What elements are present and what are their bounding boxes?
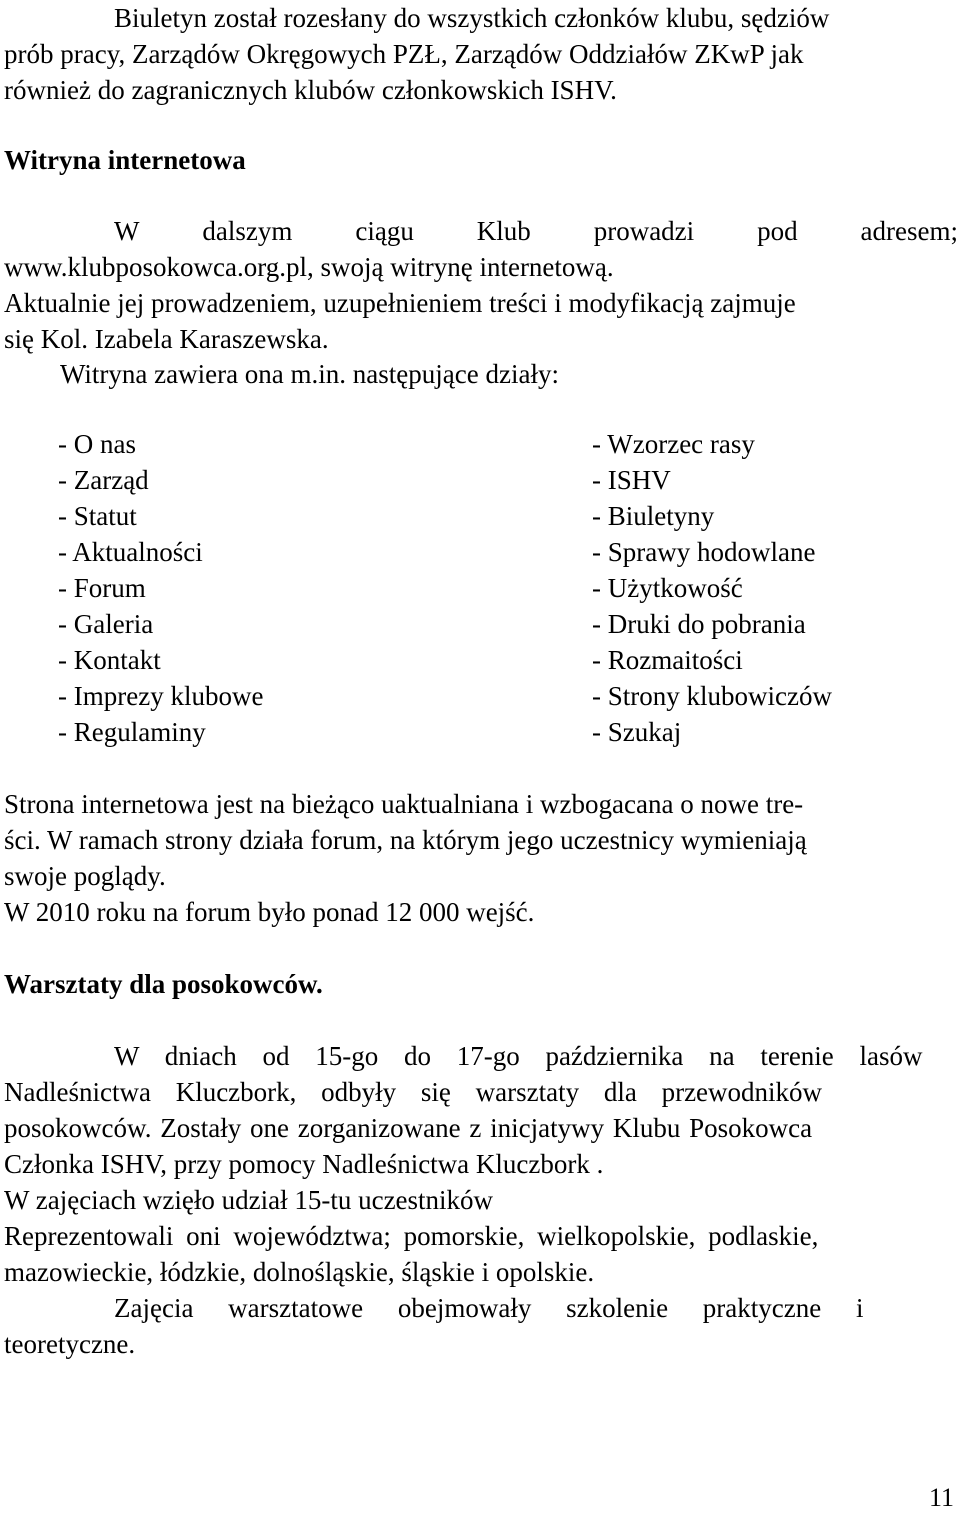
website-link[interactable]: www.klubposokowca.org.pl xyxy=(4,252,307,282)
sections-left-column xyxy=(58,426,263,750)
workshops-line-2: Nadleśnictwa Kluczbork, odbyły się warsztaty dla przewodników xyxy=(4,1077,823,1107)
word: adresem; xyxy=(860,216,958,246)
section-item: - Biuletyny xyxy=(592,501,715,531)
workshops-line-8: Zajęcia warsztatowe obejmowały szkolenie praktyczne i xyxy=(114,1293,864,1323)
update-line-4: W 2010 roku na forum było ponad 12 000 wejść. xyxy=(4,897,535,927)
section-item: - Statut xyxy=(58,501,137,531)
word: W xyxy=(114,216,140,246)
workshops-heading: Warsztaty dla posokowców. xyxy=(4,969,323,999)
intro-line-3: również do zagranicznych klubów członkowskich ISHV. xyxy=(4,75,617,105)
update-line-2: ści. W ramach strony działa forum, na którym jego uczestnicy wymieniają xyxy=(4,825,807,855)
word: prowadzi xyxy=(593,216,695,246)
workshops-line-6: Reprezentowali oni województwa; pomorskie, wielkopolskie, podlaskie, xyxy=(4,1221,819,1251)
page-number: 11 xyxy=(928,1483,954,1512)
section-item: - Użytkowość xyxy=(592,573,743,603)
section-item: - Zarząd xyxy=(58,465,149,495)
workshops-line-4: Członka ISHV, przy pomocy Nadleśnictwa Kluczbork . xyxy=(4,1149,604,1179)
workshops-line-1: W dniach od 15-go do 17-go października na terenie lasów xyxy=(114,1041,923,1071)
section-item: - Regulaminy xyxy=(58,717,206,747)
word: dalszym xyxy=(202,216,293,246)
sections-right-column xyxy=(592,426,832,750)
update-line-3: swoje poglądy. xyxy=(4,861,166,891)
intro-line-2: prób pracy, Zarządów Okręgowych PZŁ, Zarządów Oddziałów ZKwP jak xyxy=(4,39,804,69)
workshops-line-9: teoretyczne. xyxy=(4,1329,136,1359)
website-line-2-rest: , swoją witrynę internetową. xyxy=(306,252,614,282)
section-item: - Strony klubowiczów xyxy=(592,681,832,711)
section-item: - Aktualności xyxy=(58,537,203,567)
section-item: - Druki do pobrania xyxy=(592,609,806,639)
workshops-line-5: W zajęciach wzięło udział 15-tu uczestników xyxy=(4,1185,494,1215)
website-heading: Witryna internetowa xyxy=(4,145,246,175)
section-item: - Galeria xyxy=(58,609,154,639)
website-line-4: się Kol. Izabela Karaszewska. xyxy=(4,324,329,354)
section-item: - Forum xyxy=(58,573,146,603)
section-item: - Imprezy klubowe xyxy=(58,681,264,711)
section-item: - ISHV xyxy=(592,465,671,495)
word: Klub xyxy=(476,216,531,246)
workshops-line-3: posokowców. Zostały one zorganizowane z inicjatywy Klubu Posokowca xyxy=(4,1113,813,1143)
intro-line-1: Biuletyn został rozesłany do wszystkich członków klubu, sędziów xyxy=(114,3,830,33)
section-item: - Szukaj xyxy=(592,717,682,747)
word: ciągu xyxy=(355,216,414,246)
section-item: - Sprawy hodowlane xyxy=(592,537,816,567)
website-line-3: Aktualnie jej prowadzeniem, uzupełnieniem treści i modyfikacją zajmuje xyxy=(4,288,796,318)
update-line-1: Strona internetowa jest na bieżąco uaktualniana i wzbogacana o nowe tre- xyxy=(4,789,804,819)
section-item: - O nas xyxy=(58,429,136,459)
website-line-5: Witryna zawiera ona m.in. następujące działy: xyxy=(60,359,559,389)
section-item: - Rozmaitości xyxy=(592,645,743,675)
workshops-line-7: mazowieckie, łódzkie, dolnośląskie, śląskie i opolskie. xyxy=(4,1257,595,1287)
website-line-1 xyxy=(114,213,958,249)
website-line-2 xyxy=(4,249,958,285)
section-item: - Kontakt xyxy=(58,645,161,675)
section-item: - Wzorzec rasy xyxy=(592,429,755,459)
word: pod xyxy=(757,216,798,246)
